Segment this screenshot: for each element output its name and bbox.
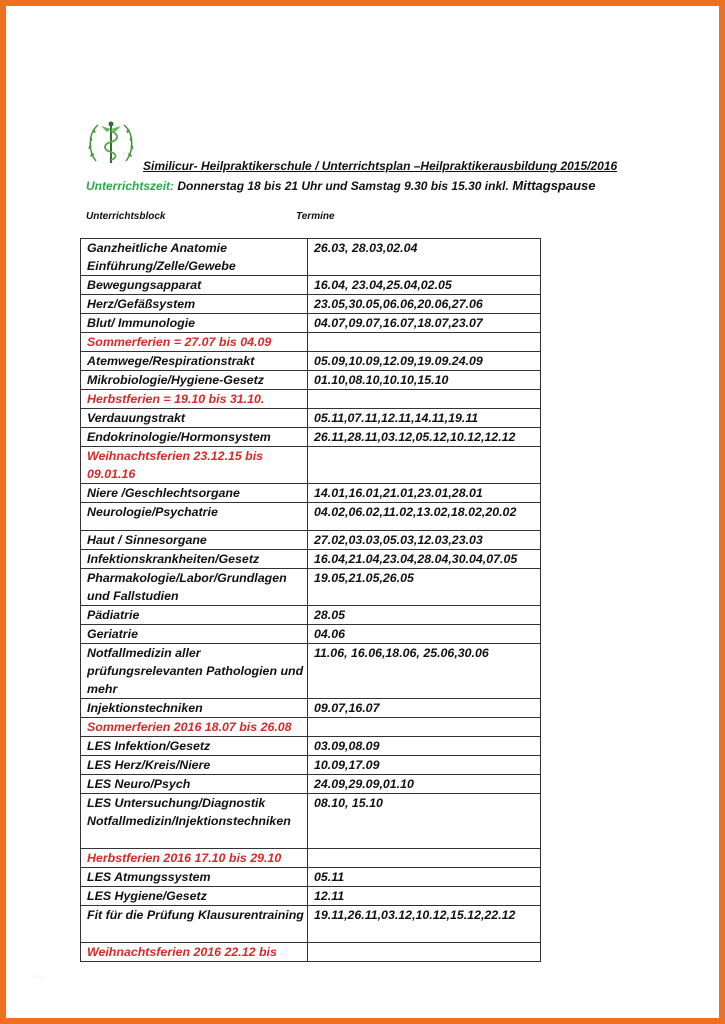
dates-cell: 11.06, 16.06,18.06, 25.06,30.06 xyxy=(308,644,541,699)
dates-cell: 05.11,07.11,12.11,14.11,19.11 xyxy=(308,409,541,428)
dates-cell: 16.04, 23.04,25.04,02.05 xyxy=(308,276,541,295)
block-cell: Ganzheitliche Anatomie Einführung/Zelle/Gewebe xyxy=(81,239,308,276)
table-row xyxy=(81,644,541,699)
times-text: Donnerstag 18 bis 21 Uhr und Samstag 9.30 bis 15.30 inkl. xyxy=(174,179,509,193)
dates-cell: 12.11 xyxy=(308,887,541,906)
faint-watermark: ····· xyxy=(32,973,44,980)
table-row xyxy=(81,484,541,503)
dates-cell: 19.11,26.11,03.12,10.12,15.12,22.12 xyxy=(308,906,541,943)
block-cell: Pädiatrie xyxy=(81,606,308,625)
block-cell: Niere /Geschlechtsorgane xyxy=(81,484,308,503)
block-cell: Fit für die Prüfung Klausurentraining xyxy=(81,906,308,943)
block-cell: Injektionstechniken xyxy=(81,699,308,718)
block-cell: Weihnachtsferien 2016 22.12 bis xyxy=(81,943,308,962)
dates-cell: 16.04,21.04,23.04,28.04,30.04,07.05 xyxy=(308,550,541,569)
dates-cell xyxy=(308,849,541,868)
table-row xyxy=(81,569,541,606)
table-row xyxy=(81,625,541,644)
dates-cell: 03.09,08.09 xyxy=(308,737,541,756)
table-row xyxy=(81,794,541,849)
dates-cell: 23.05,30.05,06.06,20.06,27.06 xyxy=(308,295,541,314)
dates-cell: 26.03, 28.03,02.04 xyxy=(308,239,541,276)
block-cell: LES Atmungssystem xyxy=(81,868,308,887)
block-cell: LES Untersuchung/Diagnostik Notfallmedizin/Injektionstechniken xyxy=(81,794,308,849)
dates-cell xyxy=(308,333,541,352)
dates-cell: 28.05 xyxy=(308,606,541,625)
table-row xyxy=(81,756,541,775)
block-cell: Verdauungstrakt xyxy=(81,409,308,428)
dates-cell: 27.02,03.03,05.03,12.03,23.03 xyxy=(308,531,541,550)
block-cell: Weihnachtsferien 23.12.15 bis 09.01.16 xyxy=(81,447,308,484)
holiday-row xyxy=(81,390,541,409)
block-cell: Notfallmedizin aller prüfungsrelevanten Pathologien und mehr xyxy=(81,644,308,699)
column-header-dates: Termine xyxy=(296,211,335,222)
times-label: Unterrichtszeit: xyxy=(86,179,175,193)
dates-cell: 14.01,16.01,21.01,23.01,28.01 xyxy=(308,484,541,503)
block-cell: Haut / Sinnesorgane xyxy=(81,531,308,550)
block-cell: Geriatrie xyxy=(81,625,308,644)
dates-cell xyxy=(308,718,541,737)
block-cell: Sommerferien = 27.07 bis 04.09 xyxy=(81,333,308,352)
block-cell: Blut/ Immunologie xyxy=(81,314,308,333)
table-row xyxy=(81,775,541,794)
dates-cell: 19.05,21.05,26.05 xyxy=(308,569,541,606)
block-cell: Herbstferien = 19.10 bis 31.10. xyxy=(81,390,308,409)
holiday-row xyxy=(81,943,541,962)
dates-cell: 05.11 xyxy=(308,868,541,887)
table-row xyxy=(81,314,541,333)
holiday-row xyxy=(81,718,541,737)
table-row xyxy=(81,531,541,550)
document-title: Similicur- Heilpraktikerschule / Unterrichtsplan –Heilpraktikerausbildung 2015/2016 xyxy=(143,159,618,173)
class-times xyxy=(86,178,596,193)
table-row xyxy=(81,887,541,906)
caduceus-wreath-logo xyxy=(86,117,136,169)
dates-cell: 26.11,28.11,03.12,05.12,10.12,12.12 xyxy=(308,428,541,447)
block-cell: LES Infektion/Gesetz xyxy=(81,737,308,756)
block-cell: Infektionskrankheiten/Gesetz xyxy=(81,550,308,569)
block-cell: Sommerferien 2016 18.07 bis 26.08 xyxy=(81,718,308,737)
times-pause: Mittagspause xyxy=(508,178,596,193)
block-cell: Pharmakologie/Labor/Grundlagen und Fallstudien xyxy=(81,569,308,606)
table-row xyxy=(81,868,541,887)
block-cell: LES Hygiene/Gesetz xyxy=(81,887,308,906)
table-row xyxy=(81,276,541,295)
table-row xyxy=(81,606,541,625)
holiday-row xyxy=(81,447,541,484)
block-cell: LES Herz/Kreis/Niere xyxy=(81,756,308,775)
block-cell: Herz/Gefäßsystem xyxy=(81,295,308,314)
dates-cell: 10.09,17.09 xyxy=(308,756,541,775)
block-cell: LES Neuro/Psych xyxy=(81,775,308,794)
table-row xyxy=(81,737,541,756)
table-row xyxy=(81,239,541,276)
table-row xyxy=(81,699,541,718)
dates-cell: 08.10, 15.10 xyxy=(308,794,541,849)
dates-cell: 09.07,16.07 xyxy=(308,699,541,718)
table-row xyxy=(81,550,541,569)
block-cell: Endokrinologie/Hormonsystem xyxy=(81,428,308,447)
block-cell: Herbstferien 2016 17.10 bis 29.10 xyxy=(81,849,308,868)
table-row xyxy=(81,906,541,943)
table-row xyxy=(81,371,541,390)
holiday-row xyxy=(81,333,541,352)
dates-cell xyxy=(308,447,541,484)
dates-cell: 01.10,08.10,10.10,15.10 xyxy=(308,371,541,390)
table-row xyxy=(81,428,541,447)
table-row xyxy=(81,409,541,428)
dates-cell: 24.09,29.09,01.10 xyxy=(308,775,541,794)
dates-cell: 05.09,10.09,12.09,19.09.24.09 xyxy=(308,352,541,371)
table-row xyxy=(81,352,541,371)
holiday-row xyxy=(81,849,541,868)
table-row xyxy=(81,295,541,314)
dates-cell: 04.07,09.07,16.07,18.07,23.07 xyxy=(308,314,541,333)
block-cell: Atemwege/Respirationstrakt xyxy=(81,352,308,371)
dates-cell xyxy=(308,943,541,962)
dates-cell: 04.06 xyxy=(308,625,541,644)
schedule-table xyxy=(80,238,541,962)
block-cell: Neurologie/Psychatrie xyxy=(81,503,308,531)
block-cell: Bewegungsapparat xyxy=(81,276,308,295)
table-row xyxy=(81,503,541,531)
column-header-block: Unterrichtsblock xyxy=(86,211,166,222)
dates-cell xyxy=(308,390,541,409)
dates-cell: 04.02,06.02,11.02,13.02,18.02,20.02 xyxy=(308,503,541,531)
block-cell: Mikrobiologie/Hygiene-Gesetz xyxy=(81,371,308,390)
